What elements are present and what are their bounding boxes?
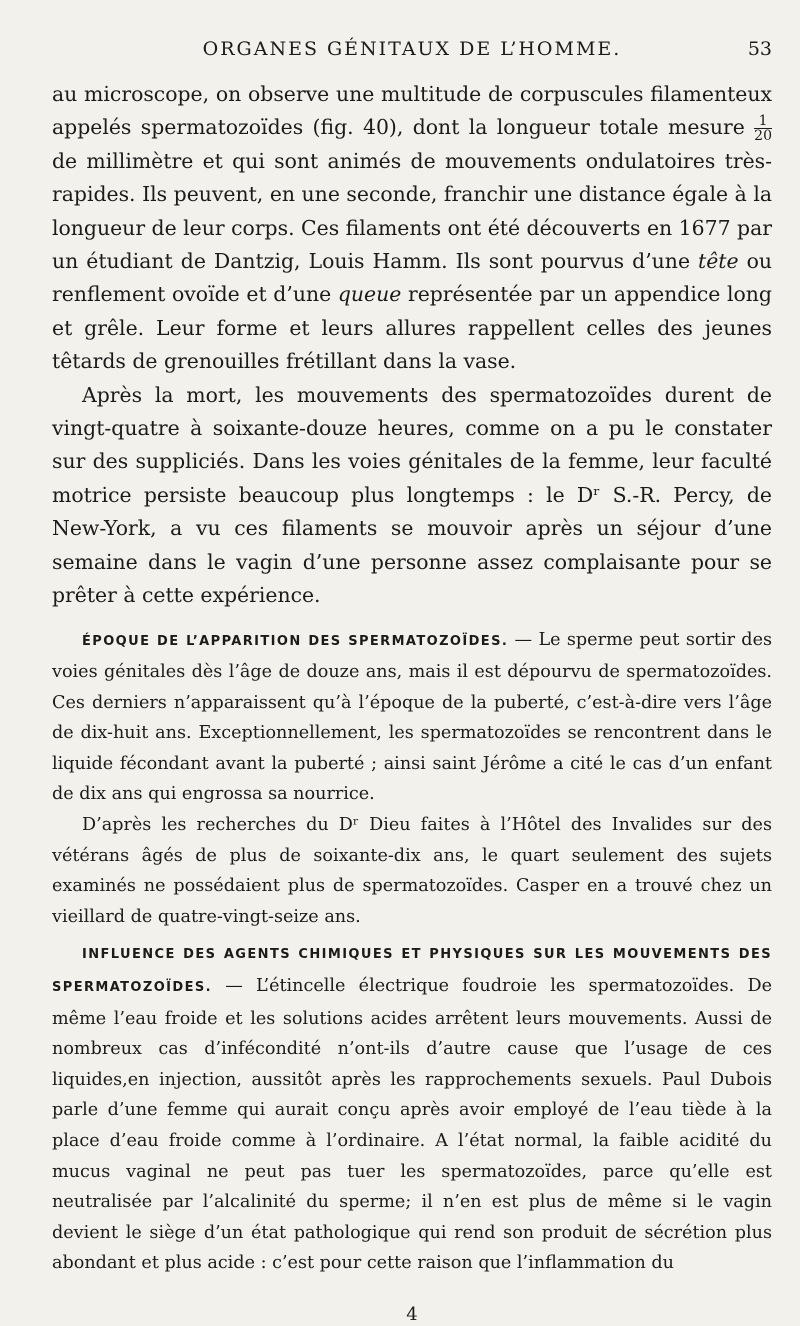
section-body-influence: — L’étincelle électrique foudroie les spermatozoïdes. De même l’eau froide et les solutions acides arrêtent leurs mouvements. Aussi de nombreux cas d’infécondité n’ont-ils d’autre cause que l’usage de ces liquides,en injection, aussitôt après les rapprochements sexuels. Paul Dubois parle d’une femme qui aurait conçu après avoir employé de l’eau tiède à la place d’eau froide comme à l’ordinaire. A l’état normal, la faible acidité du mucus vaginal ne peut pas tuer les spermatozoïdes, parce qu’elle est neutralisée par l’alcalinité du sperme; il n’en est plus de même si le vagin devient le siège d’un état pathologique qui rend son produit de sécrétion plus abondant et plus acide : c’est pour cette raison que l’inflammation du <box>52 976 772 1274</box>
paragraph-1 <box>52 78 772 379</box>
italic-tete: tête <box>698 249 739 274</box>
paragraph-1-part-c: ou renflement ovoïde et d’une <box>52 249 773 307</box>
running-title: ORGANES GÉNITAUX DE L’HOMME. <box>202 38 622 60</box>
signature-mark: 4 <box>406 1303 418 1325</box>
paragraph-3: D’après les recherches du Dʳ Dieu faites à l’Hôtel des Invalides sur des vétérans âgés de plus de soixante-dix ans, le quart seulement des sujets examinés ne possédaient plus de spermatozoïdes. Casper en a trouvé chez un vieillard de quatre-vingt-seize ans. <box>52 815 772 927</box>
paragraph-1-part-a: au microscope, on observe une multitude de corpuscules filamenteux appelés spermatozoïdes (fig. 40), dont la longueur totale mesure <box>52 82 772 140</box>
paragraph-1-part-b: de millimètre et qui sont animés de mouvements ondulatoires très-rapides. Ils peuvent, en une seconde, franchir une distance égale à la longueur de leur corps. Ces filaments ont été découverts en 1677 par un étudiant de Dantzig, Louis Hamm. Ils sont pourvus d’une <box>52 148 772 274</box>
paragraph-2: Après la mort, les mouvements des spermatozoïdes durent de vingt-quatre à soixante-douze heures, comme on a pu le constater sur des suppliciés. Dans les voies génitales de la femme, leur faculté motrice persiste beaucoup plus longtemps : le Dʳ S.-R. Percy, de New-York, a vu ces filaments se mouvoir après un séjour d’une semaine dans le vagin d’une personne assez complaisante pour se prêter à cette expérience. <box>52 382 772 608</box>
section-title-influence: INFLUENCE DES AGENTS CHIMIQUES ET PHYSIQUES SUR LES MOUVEMENTS DES SPERMATOZOÏDES. <box>52 947 772 996</box>
section-title-epoque: ÉPOQUE DE L’APPARITION DES SPERMATOZOÏDES. <box>82 633 509 649</box>
body-text-large <box>52 78 772 613</box>
page-number: 53 <box>747 38 772 60</box>
fraction <box>754 114 772 143</box>
section-influence <box>52 938 772 1279</box>
section-body-epoque: — Le sperme peut sortir des voies génitales dès l’âge de douze ans, mais il est dépourvu de spermatozoïdes. Ces derniers n’apparaissent qu’à l’époque de la puberté, c’est-à-dire vers l’âge de dix-huit ans. Exceptionnellement, les spermatozoïdes se rencontrent dans le liquide fécondant avant la puberté ; ainsi saint Jérôme a cité le cas d’un enfant de dix ans qui engrossa sa nourrice. <box>52 629 773 805</box>
section-epoque <box>52 625 772 811</box>
fraction-denominator: 20 <box>754 128 772 145</box>
fraction-numerator: 1 <box>754 114 772 129</box>
book-page <box>52 38 773 1325</box>
italic-queue: queue <box>337 282 402 307</box>
running-head <box>52 38 772 78</box>
paragraph-1-part-d: représentée par un appendice long et grêle. Leur forme et leurs allures rappellent celles des jeunes têtards de grenouilles frétillant dans la vase. <box>52 282 772 374</box>
body-text-small <box>52 625 772 1279</box>
